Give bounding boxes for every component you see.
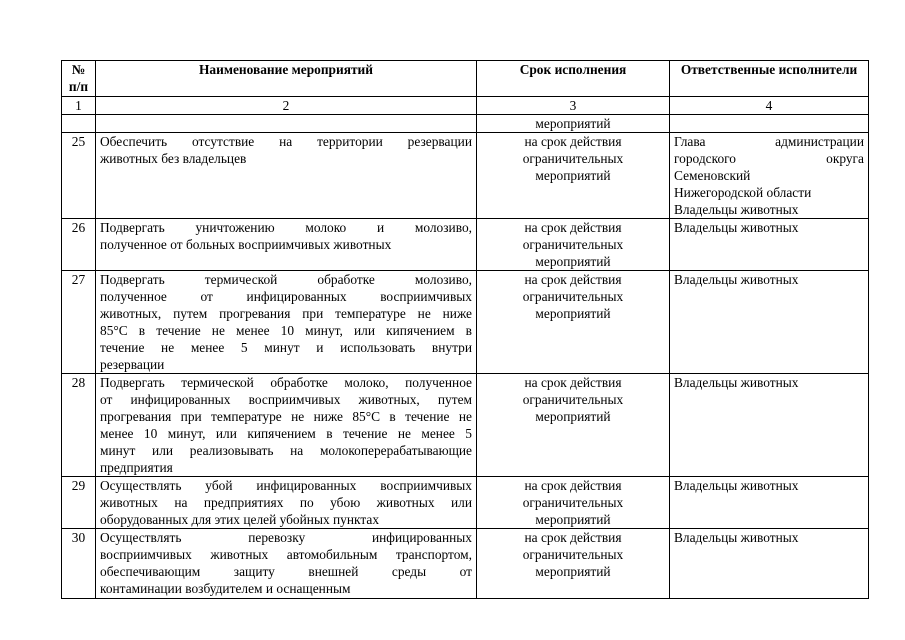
measure-responsible (670, 219, 869, 271)
measure-name-line: оборудованных для этих целей убойных пунктах (100, 512, 380, 527)
measure-term-line: ограничительных (522, 289, 624, 304)
measure-term-line: ограничительных (522, 547, 624, 562)
table-row (62, 477, 869, 529)
measure-term-line: на срок действия (524, 530, 622, 545)
header-name: Наименование мероприятий (96, 61, 477, 97)
continuation-term: мероприятий (477, 115, 670, 133)
table-row (62, 374, 869, 477)
measure-term-line: мероприятий (535, 512, 611, 527)
measure-responsible-line: Владельцы животных (674, 478, 799, 493)
measure-responsible-line: Глава администрации (674, 134, 864, 149)
measure-name (96, 133, 477, 219)
measure-name-line: животных без владельцев (100, 151, 247, 166)
measure-name (96, 477, 477, 529)
measure-responsible-line: Владельцы животных (674, 530, 799, 545)
continuation-num (62, 115, 96, 133)
measure-term (477, 133, 670, 219)
measure-term-line: мероприятий (535, 306, 611, 321)
measure-responsible-line: Владельцы животных (674, 202, 799, 217)
measure-term-line: мероприятий (535, 564, 611, 579)
measure-name-line: полученное от больных восприимчивых животных (100, 237, 392, 252)
column-index-row (62, 97, 869, 115)
measure-responsible (670, 133, 869, 219)
measure-term-line: на срок действия (524, 134, 622, 149)
measure-name-line: полученное от инфицированных восприимчивых (100, 289, 472, 304)
header-resp: Ответственные исполнители (670, 61, 869, 97)
table-body (62, 133, 869, 599)
measure-name-line: предприятия (100, 460, 173, 475)
measure-term-line: на срок действия (524, 375, 622, 390)
measure-name-line: Подвергать термической обработке молоко, полученное (100, 375, 472, 390)
measure-name-line: животных, путем прогревания при температуре не ниже (100, 306, 472, 321)
measure-term-line: ограничительных (522, 392, 624, 407)
table-row (62, 219, 869, 271)
measure-term-line: на срок действия (524, 478, 622, 493)
row-number: 30 (62, 529, 96, 599)
measure-name-line: обеспечивающим защиту внешней среды от (100, 564, 472, 579)
measure-term-line: ограничительных (522, 495, 624, 510)
measure-responsible-line: Владельцы животных (674, 272, 799, 287)
measure-name-line: восприимчивых животных автомобильным транспортом, (100, 547, 472, 562)
index-cell: 4 (670, 97, 869, 115)
measure-name-line: от инфицированных восприимчивых животных, путем (100, 392, 472, 407)
measure-name-line: Обеспечить отсутствие на территории резервации (100, 134, 472, 149)
measure-name-line: Подвергать уничтожению молоко и молозиво, (100, 220, 472, 235)
measure-term (477, 374, 670, 477)
measure-name-line: минут или реализовывать на молокоперерабатывающие (100, 443, 472, 458)
measure-term-line: ограничительных (522, 151, 624, 166)
measure-term-line: мероприятий (535, 409, 611, 424)
row-number: 27 (62, 271, 96, 374)
measure-name (96, 529, 477, 599)
measure-term-line: мероприятий (535, 254, 611, 269)
measure-term-line: на срок действия (524, 272, 622, 287)
measure-name-line: 85°С в течение не менее 10 минут, или кипячением в (100, 323, 472, 338)
continuation-resp (670, 115, 869, 133)
header-term: Срок исполнения (477, 61, 670, 97)
measure-term-line: мероприятий (535, 168, 611, 183)
measure-responsible-line: Владельцы животных (674, 375, 799, 390)
table-row (62, 529, 869, 599)
row-number: 29 (62, 477, 96, 529)
measure-term (477, 477, 670, 529)
table-row (62, 133, 869, 219)
measure-responsible-line: городского округа (674, 151, 864, 166)
table-header-row (62, 61, 869, 97)
measure-term-line: ограничительных (522, 237, 624, 252)
measure-name (96, 374, 477, 477)
table-row (62, 271, 869, 374)
row-number: 25 (62, 133, 96, 219)
measure-responsible (670, 271, 869, 374)
measure-name-line: Подвергать термической обработке молозиво, (100, 272, 472, 287)
measure-responsible-line: Нижегородской области (674, 185, 812, 200)
measure-responsible (670, 529, 869, 599)
measure-responsible (670, 477, 869, 529)
header-num: № п/п (62, 61, 96, 97)
measure-name-line: животных на предприятиях по убою животных или (100, 495, 472, 510)
continuation-row (62, 115, 869, 133)
row-number: 28 (62, 374, 96, 477)
index-cell: 3 (477, 97, 670, 115)
measure-responsible (670, 374, 869, 477)
measure-responsible-line: Владельцы животных (674, 220, 799, 235)
measure-term (477, 271, 670, 374)
measure-name (96, 271, 477, 374)
measure-name-line: Осуществлять перевозку инфицированных (100, 530, 472, 545)
index-cell: 2 (96, 97, 477, 115)
measure-name (96, 219, 477, 271)
row-number: 26 (62, 219, 96, 271)
measure-responsible-line: Семеновский (674, 168, 751, 183)
continuation-name (96, 115, 477, 133)
measure-name-line: прогревания при температуре не ниже 85°С в течение не (100, 409, 472, 424)
measures-table (61, 60, 869, 599)
measure-name-line: Осуществлять убой инфицированных восприимчивых (100, 478, 472, 493)
index-cell: 1 (62, 97, 96, 115)
measure-term-line: на срок действия (524, 220, 622, 235)
measure-term (477, 219, 670, 271)
measure-name-line: контаминации возбудителем и оснащенным (100, 581, 351, 596)
measure-name-line: течение не менее 5 минут и использовать внутри (100, 340, 472, 355)
measure-name-line: резервации (100, 357, 165, 372)
measure-term (477, 529, 670, 599)
measure-name-line: менее 10 минут, или кипячением в течение не менее 5 (100, 426, 472, 441)
